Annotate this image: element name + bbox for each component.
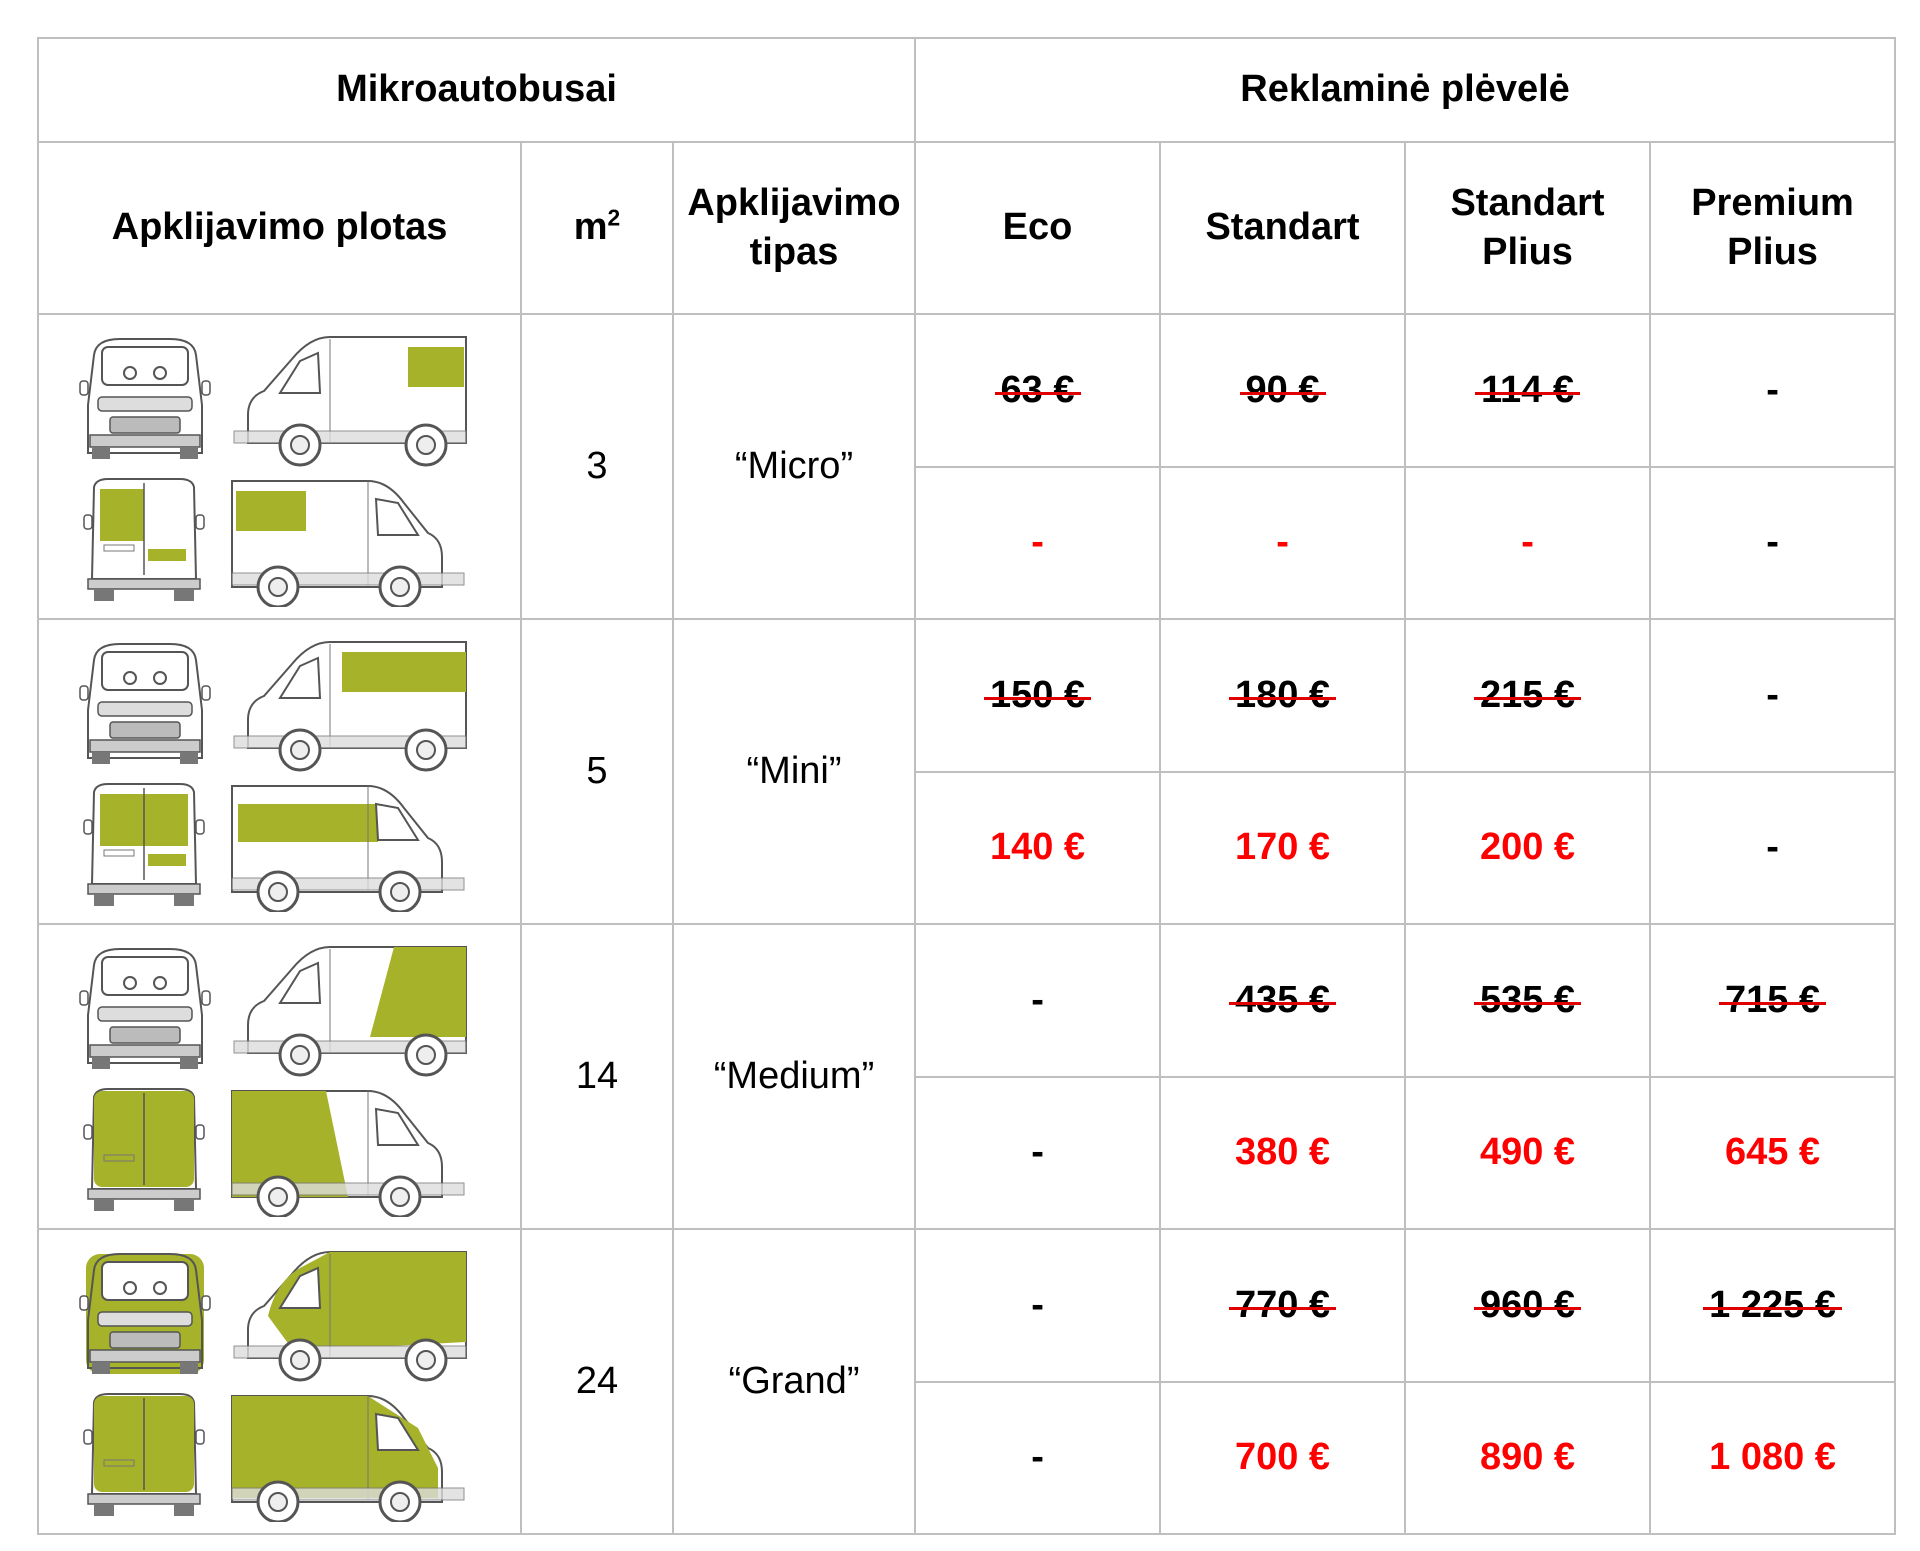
table-row: [38, 619, 1895, 772]
col-header-eco: Eco: [915, 142, 1160, 314]
old-price-eco: 150 €: [915, 619, 1160, 772]
new-price-standart: 380 €: [1160, 1077, 1405, 1229]
col-header-premium-plius: Premium Plius: [1650, 142, 1895, 314]
new-price-standart-plius: 890 €: [1405, 1382, 1650, 1534]
van-wrap-illustration: [70, 327, 490, 607]
table-row: [38, 314, 1895, 467]
col-header-standart: Standart: [1160, 142, 1405, 314]
new-price-standart-plius: 490 €: [1405, 1077, 1650, 1229]
old-price-premium: 715 €: [1650, 924, 1895, 1077]
group-header-film: Reklaminė plėvelė: [915, 38, 1895, 142]
type-cell: “Mini”: [673, 619, 915, 924]
old-price-premium: -: [1650, 619, 1895, 772]
new-price-premium: -: [1650, 772, 1895, 924]
van-diagram-medium: [38, 924, 521, 1229]
old-price-standart-plius: 114 €: [1405, 314, 1650, 467]
new-price-standart-plius: 200 €: [1405, 772, 1650, 924]
column-header-row: [38, 142, 1895, 314]
old-price-premium: 1 225 €: [1650, 1229, 1895, 1382]
old-price-standart: 435 €: [1160, 924, 1405, 1077]
old-price-standart-plius: 960 €: [1405, 1229, 1650, 1382]
old-price-standart: 770 €: [1160, 1229, 1405, 1382]
type-cell: “Medium”: [673, 924, 915, 1229]
col-header-area: Apklijavimo plotas: [38, 142, 521, 314]
new-price-premium: 645 €: [1650, 1077, 1895, 1229]
m2-cell: 24: [521, 1229, 673, 1534]
old-price-standart-plius: 535 €: [1405, 924, 1650, 1077]
old-price-standart: 180 €: [1160, 619, 1405, 772]
price-table: [37, 37, 1896, 1535]
group-header-row: [38, 38, 1895, 142]
old-price-eco: 63 €: [915, 314, 1160, 467]
old-price-premium: -: [1650, 314, 1895, 467]
col-header-type: Apklijavimo tipas: [673, 142, 915, 314]
type-cell: “Micro”: [673, 314, 915, 619]
new-price-premium: -: [1650, 467, 1895, 619]
van-diagram-grand: [38, 1229, 521, 1534]
new-price-eco: -: [915, 1382, 1160, 1534]
new-price-standart-plius: -: [1405, 467, 1650, 619]
van-wrap-illustration: [70, 1242, 490, 1522]
col-header-standart-plius: Standart Plius: [1405, 142, 1650, 314]
van-wrap-illustration: [70, 632, 490, 912]
new-price-standart: -: [1160, 467, 1405, 619]
m2-cell: 5: [521, 619, 673, 924]
type-cell: “Grand”: [673, 1229, 915, 1534]
old-price-standart: 90 €: [1160, 314, 1405, 467]
col-header-m2: $m^2$: [521, 142, 673, 314]
group-header-vehicles: Mikroautobusai: [38, 38, 915, 142]
van-diagram-micro: [38, 314, 521, 619]
new-price-standart: 700 €: [1160, 1382, 1405, 1534]
m2-cell: 14: [521, 924, 673, 1229]
new-price-premium: 1 080 €: [1650, 1382, 1895, 1534]
old-price-eco: -: [915, 1229, 1160, 1382]
new-price-standart: 170 €: [1160, 772, 1405, 924]
table-row: [38, 924, 1895, 1077]
m2-cell: 3: [521, 314, 673, 619]
new-price-eco: -: [915, 1077, 1160, 1229]
van-diagram-mini: [38, 619, 521, 924]
new-price-eco: 140 €: [915, 772, 1160, 924]
old-price-standart-plius: 215 €: [1405, 619, 1650, 772]
van-wrap-illustration: [70, 937, 490, 1217]
table-row: [38, 1229, 1895, 1382]
new-price-eco: -: [915, 467, 1160, 619]
old-price-eco: -: [915, 924, 1160, 1077]
